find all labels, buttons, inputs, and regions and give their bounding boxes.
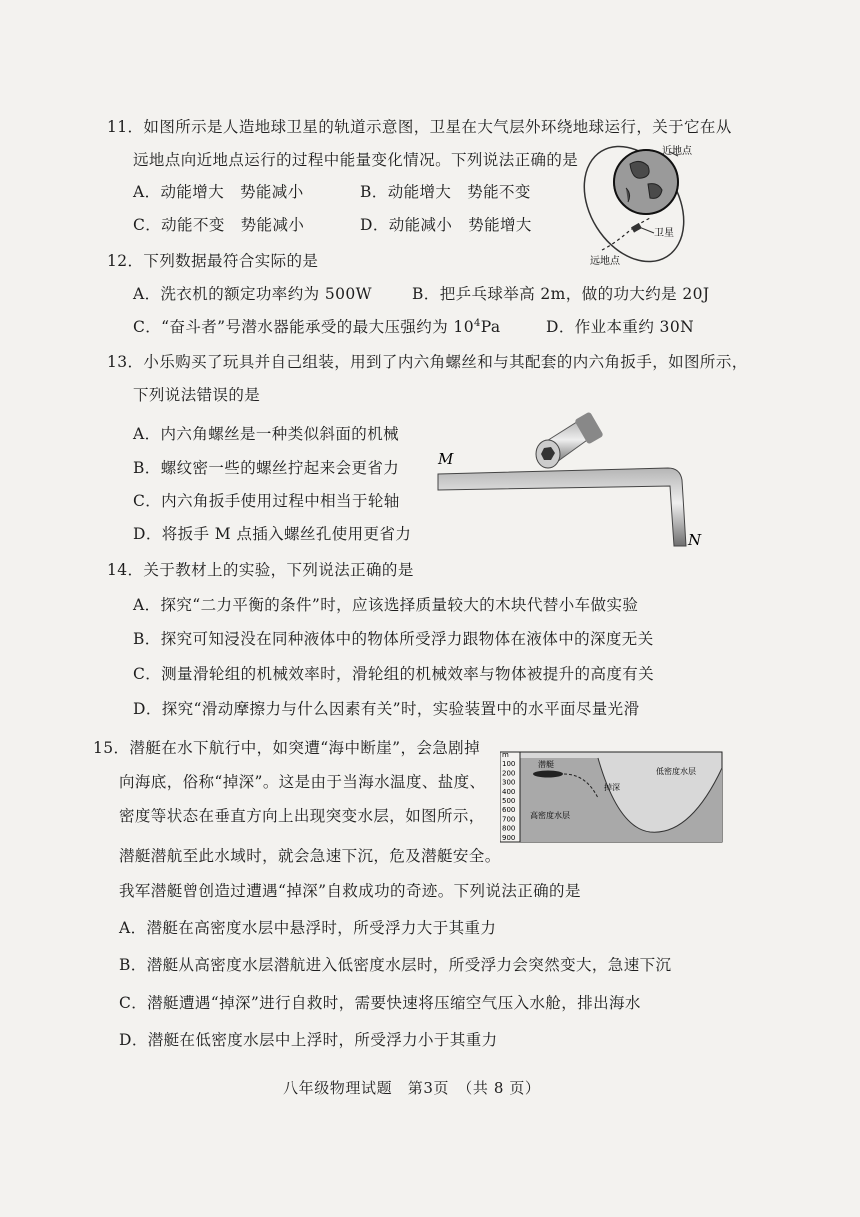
near-point-label: 近地点 (662, 146, 692, 157)
depth-tick-label: 600 (502, 806, 516, 815)
q12-option-b: B．把乒乓球举高 2m，做的功大约是 20J (412, 285, 710, 303)
depth-tick-label: 800 (502, 824, 516, 833)
q15-stem-line3: 密度等状态在垂直方向上出现突变水层，如图所示， (119, 807, 485, 825)
q15-option-c: C．潜艇遭遇“掉深”进行自救时，需要快速将压缩空气压入水舱，排出海水 (119, 994, 641, 1012)
q11-stem-line1: 11．如图所示是人造地球卫星的轨道示意图，卫星在大气层外环绕地球运行，关于它在从 (107, 118, 732, 136)
n-point-label: N (688, 531, 702, 549)
depth-tick-label: 100 (502, 760, 516, 769)
depth-tick-label: 400 (502, 787, 516, 796)
depth-tick-label: 200 (502, 769, 516, 778)
q14-option-d: D．探究“滑动摩擦力与什么因素有关”时，实验装置中的水平面尽量光滑 (133, 700, 640, 718)
q13-option-b: B．螺纹密一些的螺丝拧起来会更省力 (133, 459, 400, 477)
q11-option-b: B．动能增大 势能不变 (360, 183, 531, 201)
q14-option-c: C．测量滑轮组的机械效率时，滑轮组的机械效率与物体被提升的高度有关 (133, 665, 655, 683)
q11-option-d: D．动能减小 势能增大 (360, 216, 532, 234)
submarine-icon (533, 771, 563, 778)
q13-option-a: A．内六角螺丝是一种类似斜面的机械 (133, 425, 399, 443)
q11-option-c: C．动能不变 势能减小 (133, 216, 305, 234)
depth-tick-label: 700 (502, 815, 516, 824)
q14-option-b: B．探究可知浸没在同种液体中的物体所受浮力跟物体在液体中的深度无关 (133, 630, 654, 648)
q11-option-a: A．动能增大 势能减小 (133, 183, 304, 201)
q12-option-c: C．“奋斗者”号潜水器能承受的最大压强约为 $10^4Pa$ (133, 317, 501, 336)
page-footer: 八年级物理试题 第3页 （共 8 页） (283, 1079, 541, 1097)
hex-screw (536, 411, 604, 468)
q14-stem: 14．关于教材上的实验，下列说法正确的是 (107, 561, 414, 579)
drop-label: 掉深 (604, 783, 620, 792)
q15-stem-line2: 向海底，俗称“掉深”。这是由于当海水温度、盐度、 (119, 773, 486, 791)
q15-option-a: A．潜艇在高密度水层中悬浮时，所受浮力大于其重力 (119, 919, 497, 937)
submarine-label: 潜艇 (538, 760, 554, 769)
q12-option-d: D．作业本重约 30N (546, 318, 695, 336)
high-density-label: 高密度水层 (530, 811, 570, 820)
depth-tick-label: 300 (502, 778, 516, 787)
q15-stem-line5: 我军潜艇曾创造过遭遇“掉深”自救成功的奇迹。下列说法正确的是 (119, 882, 581, 900)
satellite-label: 卫星 (654, 228, 674, 239)
q14-option-a: A．探究“二力平衡的条件”时，应该选择质量较大的木块代替小车做实验 (133, 596, 639, 614)
satellite-orbit-figure (582, 138, 732, 270)
submarine-drop-figure (500, 748, 724, 844)
q15-stem-line4: 潜艇潜航至此水域时，就会急速下沉，危及潜艇安全。 (119, 847, 501, 865)
q11-stem-line2: 远地点向近地点运行的过程中能量变化情况。下列说法正确的是 (133, 151, 579, 169)
depth-unit: m (502, 751, 509, 759)
q13-option-c: C．内六角扳手使用过程中相当于轮轴 (133, 492, 400, 510)
depth-axis (502, 760, 515, 842)
depth-tick-label: 900 (502, 833, 516, 842)
q13-option-d: D．将扳手 M 点插入螺丝孔使用更省力 (133, 525, 412, 543)
depth-tick-label: 500 (502, 797, 516, 805)
hex-key-figure (430, 408, 720, 553)
q13-stem-line2: 下列说法错误的是 (133, 386, 261, 404)
q13-stem-line1: 13．小乐购买了玩具并自己组装，用到了内六角螺丝和与其配套的内六角扳手，如图所示， (107, 353, 748, 371)
m-point-label: M (438, 450, 454, 468)
q15-option-b: B．潜艇从高密度水层潜航进入低密度水层时，所受浮力会突然变大，急速下沉 (119, 956, 672, 974)
far-point-label: 远地点 (590, 256, 620, 267)
q12-stem: 12．下列数据最符合实际的是 (107, 252, 319, 270)
q12-option-a: A．洗衣机的额定功率约为 500W (133, 285, 372, 303)
q15-option-d: D．潜艇在低密度水层中上浮时，所受浮力小于其重力 (119, 1031, 498, 1049)
q15-stem-line1: 15．潜艇在水下航行中，如突遭“海中断崖”，会急剧掉 (93, 739, 480, 757)
low-density-label: 低密度水层 (656, 767, 696, 776)
